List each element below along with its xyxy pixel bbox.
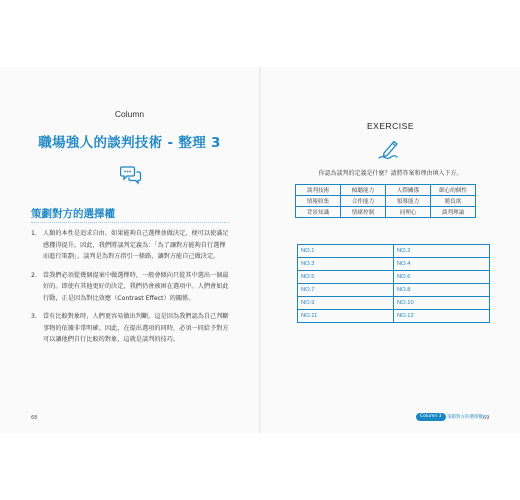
chat-bubbles-icon <box>120 165 142 185</box>
list-item <box>31 228 231 263</box>
answer-slot: NO.3 <box>298 258 394 271</box>
exercise-title: EXERCISE <box>367 121 414 131</box>
table-row <box>296 185 476 196</box>
answer-slot: NO.5 <box>298 271 394 284</box>
section-underline <box>31 222 229 223</box>
table-cell: 情緒控制 <box>341 207 386 218</box>
list-item-text: 當我們必須從幾個提案中做選擇時，一般會傾向只從其中選出一個最好的。即使有其他更好的決定，我們仍會被困在選項中。人們會如此行動，正是因為對比效應（Contrast Effect）的關係。 <box>43 271 229 302</box>
answer-slot: NO.1 <box>298 245 394 258</box>
answer-slot: NO.8 <box>394 284 490 297</box>
pen-writing-icon <box>377 138 403 160</box>
list-item-number: 2. <box>31 271 37 279</box>
table-row <box>296 196 476 207</box>
points-list <box>31 228 231 346</box>
table-cell: 人際關係 <box>386 185 431 196</box>
list-item-text: 當有比較對象時，人們更容易做出判斷。這是因為我們認為自己判斷事物的依據非常明確。因此，在提出選項的同時，必須一同給予對方可以讓他們自行比較的對象，這就是談判的技巧。 <box>43 313 229 343</box>
page-number: 68 <box>31 415 38 421</box>
table-row <box>298 245 490 258</box>
table-row <box>298 310 490 323</box>
section-heading: 策劃對方的選擇權 <box>31 208 115 220</box>
left-page <box>0 67 259 433</box>
answer-slot: NO.4 <box>394 258 490 271</box>
page-title: 職場強人的談判技術 - 整理 3 <box>38 135 221 151</box>
footer-badge: Column 3 <box>416 413 446 421</box>
table-row <box>296 207 476 218</box>
answer-slot: NO.9 <box>298 297 394 310</box>
answer-slot: NO.2 <box>394 245 490 258</box>
exercise-question: 你認為談判的定義是什麼？請將答案和理由填入下方。 <box>318 170 463 177</box>
table-row <box>298 297 490 310</box>
list-item-number: 1. <box>31 230 37 237</box>
list-item <box>31 270 231 305</box>
table-row <box>298 258 490 271</box>
table-cell: 談判技術 <box>296 185 341 196</box>
table-cell: 情報收集 <box>296 196 341 207</box>
right-page <box>261 67 520 433</box>
table-cell: 領導能力 <box>386 196 431 207</box>
column-label: Column <box>114 109 145 119</box>
answer-slot: NO.12 <box>394 310 490 323</box>
footer-text: 策劃對方的選擇權 <box>447 415 483 420</box>
table-cell: 細心的個性 <box>431 185 476 196</box>
list-item <box>31 311 231 346</box>
book-spread <box>0 67 520 433</box>
answer-slot: NO.11 <box>298 310 394 323</box>
table-row <box>298 271 490 284</box>
table-cell: 同理心 <box>386 207 431 218</box>
table-cell: 背景知識 <box>296 207 341 218</box>
answer-grid <box>297 244 490 323</box>
table-cell: 傾聽能力 <box>341 185 386 196</box>
table-cell: 合作能力 <box>341 196 386 207</box>
answer-slot: NO.10 <box>394 297 490 310</box>
answer-slot: NO.7 <box>298 284 394 297</box>
list-item-number: 3. <box>31 313 37 320</box>
table-row <box>298 284 490 297</box>
list-item-text: 人類的本性是追求自由。如果能夠自己選擇並做決定，便可以使滿足感獲得提升。因此，我們將談判定義為：「為了讓對方能夠自行選擇而進行策劃」。談判是為對方指引一條路，讓對方能自己做決定。 <box>43 230 229 260</box>
answer-slot: NO.6 <box>394 271 490 284</box>
keywords-table <box>295 184 476 218</box>
table-cell: 談判理論 <box>431 207 476 218</box>
page-number: 69 <box>483 415 490 421</box>
table-cell: 勝負欲 <box>431 196 476 207</box>
